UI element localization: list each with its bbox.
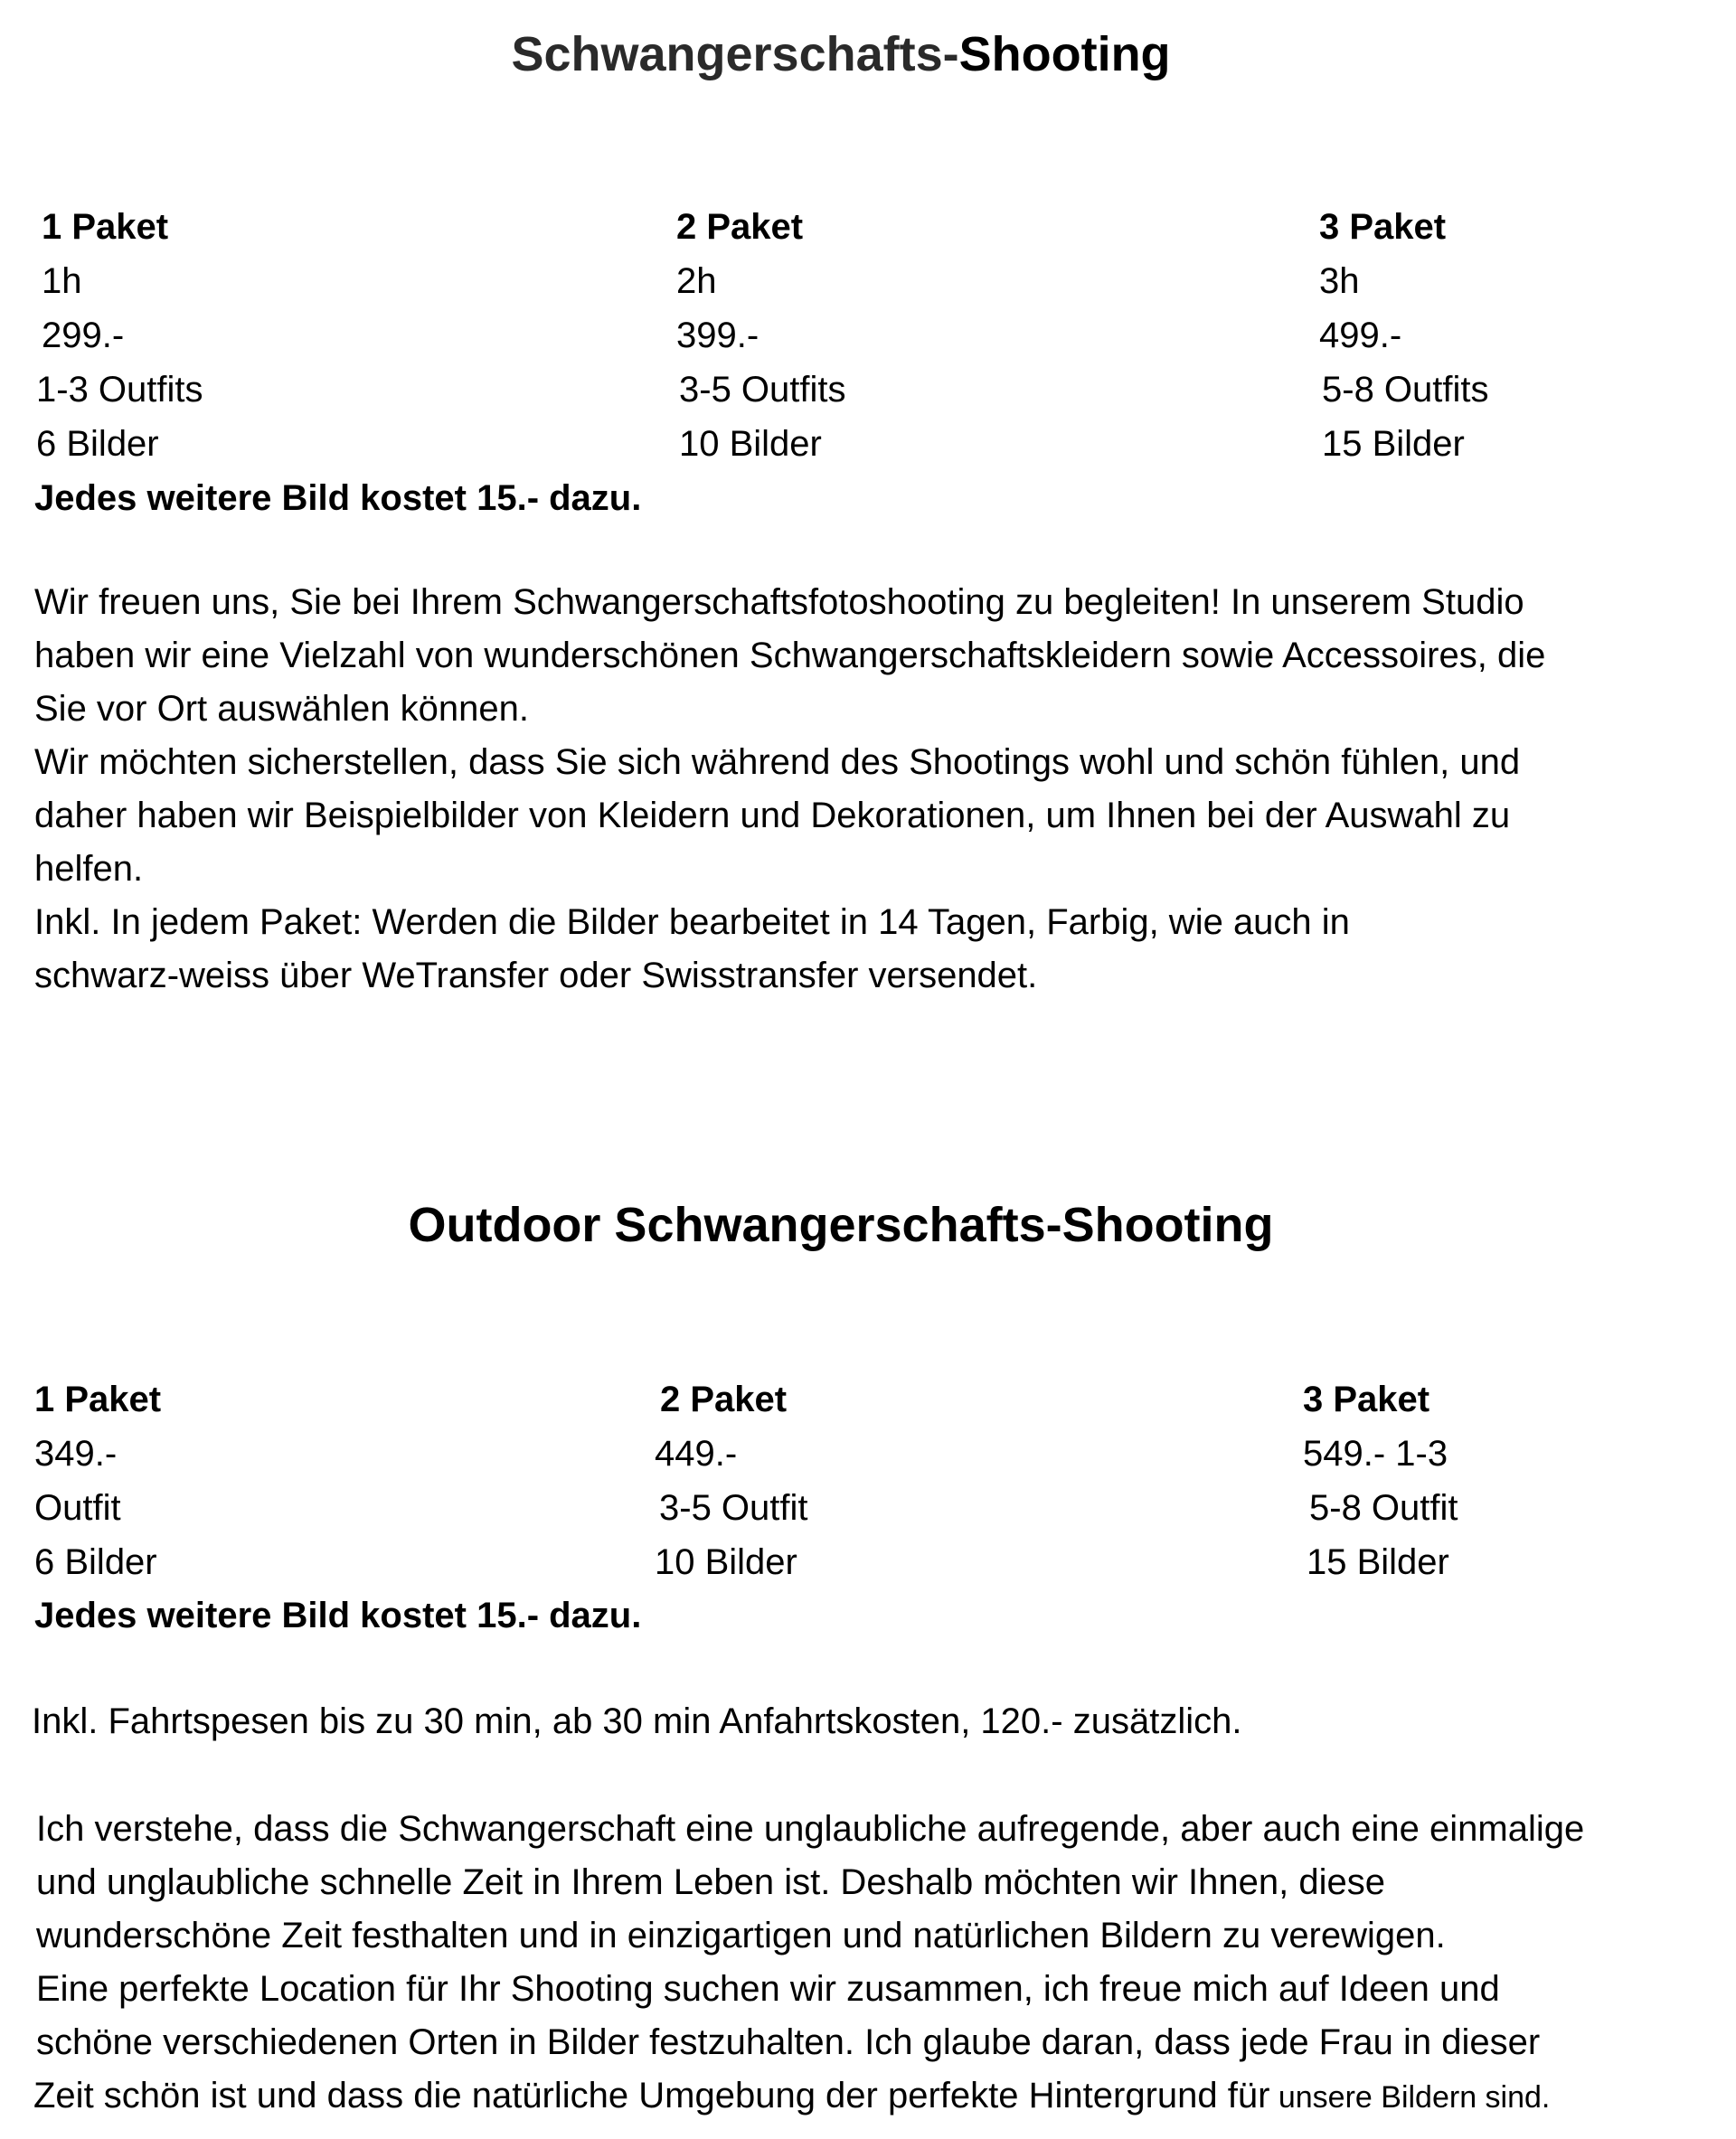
section2-package-3: [1303, 1372, 1458, 1589]
paragraph-line: schwarz-weiss über WeTransfer oder Swisstransfer versendet.: [34, 956, 1038, 995]
package-outfits: 3-5 Outfit: [659, 1488, 808, 1528]
package-outfits: 3-5 Outfits: [679, 370, 846, 410]
package-price: 449.-: [655, 1434, 738, 1474]
paragraph-line: Sie vor Ort auswählen können.: [34, 689, 529, 729]
section1-description: [34, 576, 1545, 1003]
paragraph-line: Inkl. In jedem Paket: Werden die Bilder bearbeitet in 14 Tagen, Farbig, wie auch in: [34, 902, 1350, 942]
package-images: 15 Bilder: [1322, 424, 1465, 464]
paragraph-line: wunderschöne Zeit festhalten und in einzigartigen und natürlichen Bildern zu verewigen.: [36, 1916, 1446, 1955]
package-outfits: 1-3 Outfits: [36, 370, 203, 410]
section1-package-1: [36, 200, 203, 471]
last-line-small: unsere Bildern sind.: [1269, 2080, 1551, 2115]
package-name: 3 Paket: [1303, 1380, 1430, 1419]
package-name: 2 Paket: [660, 1380, 788, 1419]
package-name: 1 Paket: [42, 207, 169, 247]
paragraph-line: Eine perfekte Location für Ihr Shooting suchen wir zusammen, ich freue mich auf Ideen und: [36, 1969, 1500, 2009]
section2-package-2: [655, 1372, 808, 1589]
package-images: 10 Bilder: [655, 1542, 797, 1582]
package-duration: 2h: [676, 261, 717, 301]
section1-extra-note: Jedes weitere Bild kostet 15.- dazu.: [34, 478, 642, 518]
section1-package-3: [1319, 200, 1489, 471]
paragraph-line: daher haben wir Beispielbilder von Kleidern und Dekorationen, um Ihnen bei der Auswahl zu: [34, 796, 1511, 835]
paragraph-line: Wir freuen uns, Sie bei Ihrem Schwangerschaftsfotoshooting zu begleiten! In unserem Studio: [34, 582, 1524, 622]
package-price: 549.- 1-3: [1303, 1434, 1448, 1474]
paragraph-line: helfen.: [34, 849, 144, 889]
paragraph-line: Wir möchten sicherstellen, dass Sie sich während des Shootings wohl und schön fühlen, und: [34, 742, 1521, 782]
package-images: 6 Bilder: [36, 424, 159, 464]
paragraph-line: haben wir eine Vielzahl von wunderschönen Schwangerschaftskleidern sowie Accessoires, die: [34, 636, 1546, 675]
package-price: 399.-: [676, 316, 760, 355]
package-name: 2 Paket: [676, 207, 804, 247]
package-outfits: 5-8 Outfits: [1322, 370, 1489, 410]
paragraph-line: und unglaubliche schnelle Zeit in Ihrem Leben ist. Deshalb möchten wir Ihnen, diese: [36, 1862, 1385, 1902]
last-line-main: Zeit schön ist und dass die natürliche Umgebung der perfekte Hintergrund für: [33, 2076, 1270, 2115]
section2-package-1: [34, 1372, 161, 1589]
section1-title-part1: Schwangerschafts-: [511, 27, 959, 81]
package-duration: 3h: [1319, 261, 1360, 301]
paragraph-line: schöne verschiedenen Orten in Bilder festzuhalten. Ich glaube daran, dass jede Frau in dieser: [36, 2022, 1541, 2062]
section2-title: Outdoor Schwangerschafts-Shooting: [408, 1198, 1274, 1252]
paragraph-line: Ich verstehe, dass die Schwangerschaft eine unglaubliche aufregende, aber auch eine einmalige: [36, 1809, 1585, 1849]
package-images: 6 Bilder: [34, 1542, 157, 1582]
section1-title-part2: Shooting: [958, 27, 1171, 81]
package-price: 299.-: [42, 316, 125, 355]
section2-description: [33, 1803, 1585, 2125]
package-price: 349.-: [34, 1434, 118, 1474]
package-price: 499.-: [1319, 316, 1402, 355]
package-name: 3 Paket: [1319, 207, 1447, 247]
section2-extra-note: Jedes weitere Bild kostet 15.- dazu.: [34, 1596, 642, 1635]
section2-travel-note: Inkl. Fahrtspesen bis zu 30 min, ab 30 min Anfahrtskosten, 120.- zusätzlich.: [32, 1701, 1242, 1741]
section1-package-2: [676, 200, 846, 471]
package-images: 15 Bilder: [1307, 1542, 1449, 1582]
package-images: 10 Bilder: [679, 424, 822, 464]
section1-title: [0, 25, 1682, 83]
package-outfits: 5-8 Outfit: [1309, 1488, 1458, 1528]
paragraph-last-line: [33, 2069, 1584, 2125]
package-outfits: Outfit: [34, 1488, 121, 1528]
package-duration: 1h: [42, 261, 82, 301]
package-name: 1 Paket: [34, 1380, 162, 1419]
